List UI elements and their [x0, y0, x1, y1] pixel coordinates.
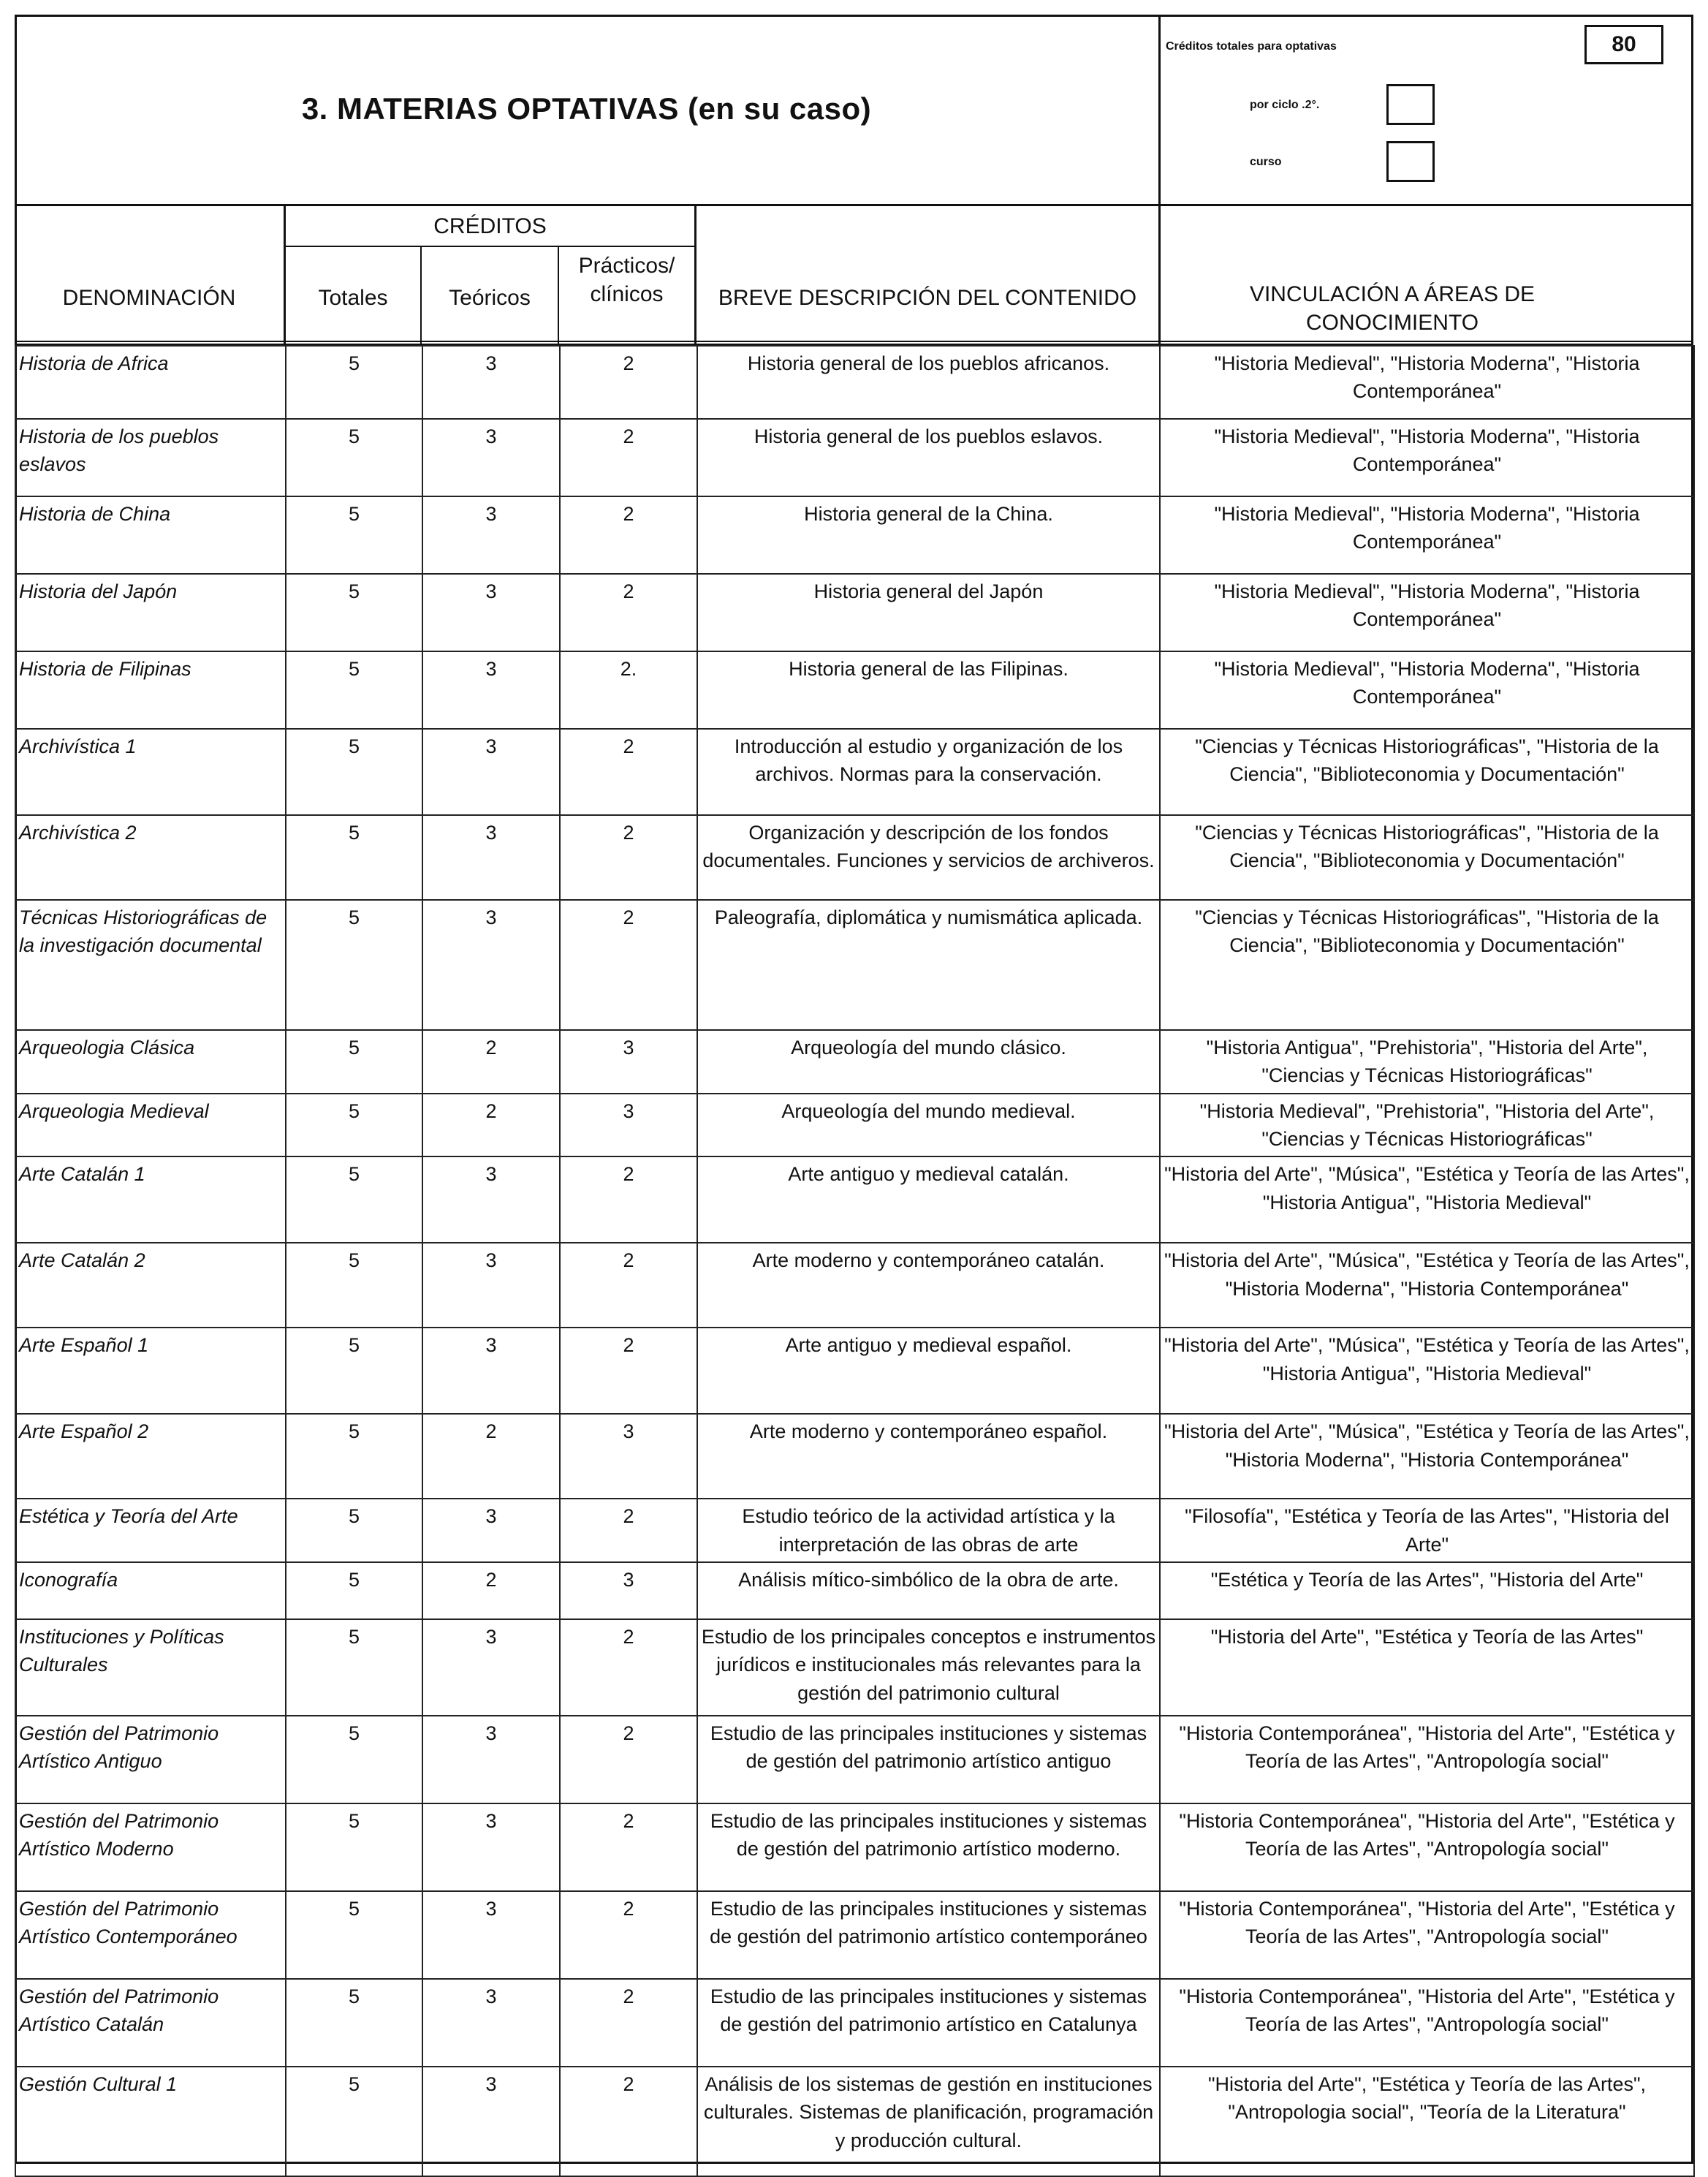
creditos-totales: 5: [286, 1156, 422, 1243]
header-divider: [1158, 15, 1161, 206]
course-name: Historia del Japón: [15, 574, 286, 651]
curso-label: curso: [1250, 156, 1282, 168]
por-ciclo-label: por ciclo .2°.: [1250, 99, 1320, 111]
creditos-totales-label: Créditos totales para optativas: [1166, 40, 1337, 53]
header-creditos: CRÉDITOS: [433, 213, 547, 238]
table-row: [15, 815, 1694, 900]
course-description: Estudio teórico de la actividad artística y la interpretación de las obras de arte: [697, 1499, 1160, 1562]
course-description: Estudio de los principales conceptos e instrumentos jurídicos e institucionales más relevantes para la gestión del patrimonio cultural: [697, 1619, 1160, 1716]
creditos-teoricos: 2: [422, 1030, 560, 1094]
creditos-teoricos: 3: [422, 1156, 560, 1243]
course-description: Análisis de los sistemas de gestión en instituciones culturales. Sistemas de planificación, programación y producción cultural.: [697, 2067, 1160, 2176]
table-row: [15, 1979, 1694, 2067]
table-row: [15, 1891, 1694, 1979]
table-row: [15, 2067, 1694, 2176]
header-denominacion: DENOMINACIÓN: [62, 285, 236, 310]
course-description: Arte moderno y contemporáneo catalán.: [697, 1243, 1160, 1328]
creditos-practicos: 2: [560, 574, 697, 651]
course-areas: "Historia Medieval", "Historia Moderna", "Historia Contemporánea": [1160, 419, 1694, 496]
table-row: [15, 1562, 1694, 1619]
creditos-teoricos: 3: [422, 1803, 560, 1891]
creditos-totales: 5: [286, 1891, 422, 1979]
table-row: [15, 651, 1694, 729]
creditos-practicos: 2: [560, 2067, 697, 2176]
creditos-totales: 5: [286, 1328, 422, 1414]
creditos-teoricos: 3: [422, 419, 560, 496]
creditos-totales: 5: [286, 815, 422, 900]
course-name: Arqueologia Medieval: [15, 1094, 286, 1157]
creditos-totales: 5: [286, 1619, 422, 1716]
creditos-teoricos: 3: [422, 1499, 560, 1562]
creditos-practicos: 2: [560, 815, 697, 900]
header-teoricos: Teóricos: [449, 285, 531, 310]
course-description: Historia general de las Filipinas.: [697, 651, 1160, 729]
creditos-totales: 5: [286, 1414, 422, 1499]
course-areas: "Ciencias y Técnicas Historiográficas", "Historia de la Ciencia", "Biblioteconomia y Documentación": [1160, 729, 1694, 815]
course-areas: "Historia del Arte", "Música", "Estética y Teoría de las Artes", "Historia Antigua", "Historia Medieval": [1160, 1156, 1694, 1243]
course-areas: "Historia Contemporánea", "Historia del Arte", "Estética y Teoría de las Artes", "Antropología social": [1160, 1979, 1694, 2067]
creditos-practicos: 2.: [560, 651, 697, 729]
table-row: [15, 1619, 1694, 1716]
course-name: Estética y Teoría del Arte: [15, 1499, 286, 1562]
course-areas: "Historia Medieval", "Historia Moderna", "Historia Contemporánea": [1160, 574, 1694, 651]
course-name: Historia de China: [15, 496, 286, 574]
course-name: Historia de Africa: [15, 346, 286, 419]
course-name: Técnicas Historiográficas de la investigación documental: [15, 900, 286, 1030]
creditos-teoricos: 3: [422, 1891, 560, 1979]
course-areas: "Ciencias y Técnicas Historiográficas", "Historia de la Ciencia", "Biblioteconomia y Documentación": [1160, 815, 1694, 900]
course-name: Archivística 2: [15, 815, 286, 900]
course-name: Arte Catalán 2: [15, 1243, 286, 1328]
course-areas: "Historia Antigua", "Prehistoria", "Historia del Arte", "Ciencias y Técnicas Historiográficas": [1160, 1030, 1694, 1094]
creditos-totales: 5: [286, 574, 422, 651]
col-divider: [1158, 206, 1161, 345]
column-header: [15, 206, 1693, 345]
course-description: Estudio de las principales instituciones y sistemas de gestión del patrimonio artístico antiguo: [697, 1716, 1160, 1803]
course-description: Organización y descripción de los fondos documentales. Funciones y servicios de archiveros.: [697, 815, 1160, 900]
course-description: Paleografía, diplomática y numismática aplicada.: [697, 900, 1160, 1030]
creditos-practicos: 2: [560, 1716, 697, 1803]
creditos-teoricos: 3: [422, 815, 560, 900]
table-row: [15, 1803, 1694, 1891]
creditos-teoricos: 3: [422, 1716, 560, 1803]
course-areas: "Estética y Teoría de las Artes", "Historia del Arte": [1160, 1562, 1694, 1619]
por-ciclo-box: [1386, 84, 1435, 125]
creditos-practicos: 2: [560, 346, 697, 419]
course-areas: "Ciencias y Técnicas Historiográficas", "Historia de la Ciencia", "Biblioteconomia y Documentación": [1160, 900, 1694, 1030]
course-areas: "Historia del Arte", "Estética y Teoría de las Artes", "Antropologia social", "Teoría de la Literatura": [1160, 2067, 1694, 2176]
course-name: Archivística 1: [15, 729, 286, 815]
course-name: Arte Español 2: [15, 1414, 286, 1499]
creditos-practicos: 2: [560, 1979, 697, 2067]
course-areas: "Filosofía", "Estética y Teoría de las Artes", "Historia del Arte": [1160, 1499, 1694, 1562]
creditos-totales: 5: [286, 651, 422, 729]
creditos-totales: 5: [286, 729, 422, 815]
creditos-practicos: 2: [560, 1803, 697, 1891]
form-header: [15, 15, 1693, 206]
course-description: Estudio de las principales instituciones y sistemas de gestión del patrimonio artístico contemporáneo: [697, 1891, 1160, 1979]
page-title: 3. MATERIAS OPTATIVAS (en su caso): [301, 91, 872, 126]
course-name: Arqueologia Clásica: [15, 1030, 286, 1094]
creditos-practicos: 2: [560, 1499, 697, 1562]
creditos-practicos: 3: [560, 1030, 697, 1094]
course-description: Arte moderno y contemporáneo español.: [697, 1414, 1160, 1499]
creditos-totales: 5: [286, 1979, 422, 2067]
creditos-practicos: 3: [560, 1094, 697, 1157]
creditos-teoricos: 3: [422, 1328, 560, 1414]
table-row: [15, 496, 1694, 574]
creditos-totales-box: 80: [1584, 25, 1663, 64]
creditos-totales: 5: [286, 900, 422, 1030]
creditos-practicos: 3: [560, 1562, 697, 1619]
creditos-teoricos: 3: [422, 496, 560, 574]
course-name: Arte Catalán 1: [15, 1156, 286, 1243]
creditos-teoricos: 3: [422, 1243, 560, 1328]
course-name: Gestión del Patrimonio Artístico Catalán: [15, 1979, 286, 2067]
header-totales: Totales: [318, 285, 388, 310]
course-description: Estudio de las principales instituciones y sistemas de gestión del patrimonio artístico en Catalunya: [697, 1979, 1160, 2067]
course-name: Gestión del Patrimonio Artístico Contemporáneo: [15, 1891, 286, 1979]
course-description: Arqueología del mundo medieval.: [697, 1094, 1160, 1157]
table-row: [15, 1414, 1694, 1499]
table-row: [15, 1094, 1694, 1157]
materias-table-body: [15, 346, 1694, 2176]
curso-box: [1386, 141, 1435, 182]
creditos-teoricos: 3: [422, 651, 560, 729]
course-description: Historia general de los pueblos africanos.: [697, 346, 1160, 419]
course-description: Historia general del Japón: [697, 574, 1160, 651]
creditos-totales: 5: [286, 1030, 422, 1094]
course-name: Historia de Filipinas: [15, 651, 286, 729]
course-name: Iconografía: [15, 1562, 286, 1619]
course-description: Análisis mítico-simbólico de la obra de arte.: [697, 1562, 1160, 1619]
creditos-teoricos: 3: [422, 346, 560, 419]
course-areas: "Historia del Arte", "Música", "Estética y Teoría de las Artes", "Historia Antigua", "Historia Medieval": [1160, 1328, 1694, 1414]
course-description: Historia general de la China.: [697, 496, 1160, 574]
creditos-teoricos: 3: [422, 900, 560, 1030]
course-areas: "Historia Medieval", "Historia Moderna", "Historia Contemporánea": [1160, 346, 1694, 419]
course-name: Arte Español 1: [15, 1328, 286, 1414]
creditos-practicos: 2: [560, 1619, 697, 1716]
creditos-totales: 5: [286, 1094, 422, 1157]
course-description: Arte antiguo y medieval catalán.: [697, 1156, 1160, 1243]
creditos-totales: 5: [286, 1562, 422, 1619]
table-row: [15, 1030, 1694, 1094]
table-row: [15, 419, 1694, 496]
table-row: [15, 574, 1694, 651]
course-description: Arte antiguo y medieval español.: [697, 1328, 1160, 1414]
table-row: [15, 1328, 1694, 1414]
creditos-practicos: 2: [560, 900, 697, 1030]
creditos-practicos: 2: [560, 496, 697, 574]
creditos-teoricos: 3: [422, 729, 560, 815]
creditos-totales: 5: [286, 346, 422, 419]
table-row: [15, 900, 1694, 1030]
header-vinculacion: VINCULACIÓN A ÁREAS DE CONOCIMIENTO: [1249, 282, 1536, 335]
course-description: Historia general de los pueblos eslavos.: [697, 419, 1160, 496]
creditos-totales: 5: [286, 1243, 422, 1328]
creditos-totales: 5: [286, 496, 422, 574]
creditos-teoricos: 3: [422, 2067, 560, 2176]
creditos-practicos: 2: [560, 729, 697, 815]
creditos-practicos: 2: [560, 1328, 697, 1414]
course-name: Instituciones y Políticas Culturales: [15, 1619, 286, 1716]
creditos-totales: 5: [286, 1499, 422, 1562]
course-name: Gestión del Patrimonio Artístico Antiguo: [15, 1716, 286, 1803]
course-areas: "Historia Medieval", "Prehistoria", "Historia del Arte", "Ciencias y Técnicas Historiográficas": [1160, 1094, 1694, 1157]
course-description: Introducción al estudio y organización de los archivos. Normas para la conservación.: [697, 729, 1160, 815]
creditos-teoricos: 2: [422, 1094, 560, 1157]
creditos-practicos: 2: [560, 1156, 697, 1243]
table-row: [15, 729, 1694, 815]
creditos-teoricos: 2: [422, 1562, 560, 1619]
course-name: Gestión Cultural 1: [15, 2067, 286, 2176]
creditos-totales: 5: [286, 1803, 422, 1891]
course-description: Estudio de las principales instituciones y sistemas de gestión del patrimonio artístico moderno.: [697, 1803, 1160, 1891]
course-areas: "Historia Contemporánea", "Historia del Arte", "Estética y Teoría de las Artes", "Antropología social": [1160, 1891, 1694, 1979]
course-areas: "Historia del Arte", "Música", "Estética y Teoría de las Artes", "Historia Moderna", "Historia Contemporánea": [1160, 1414, 1694, 1499]
creditos-teoricos: 2: [422, 1414, 560, 1499]
creditos-totales: 5: [286, 1716, 422, 1803]
course-areas: "Historia Medieval", "Historia Moderna", "Historia Contemporánea": [1160, 651, 1694, 729]
table-row: [15, 1499, 1694, 1562]
creditos-teoricos: 3: [422, 1979, 560, 2067]
creditos-practicos: 3: [560, 1414, 697, 1499]
creditos-practicos: 2: [560, 419, 697, 496]
creditos-practicos: 2: [560, 1243, 697, 1328]
creditos-teoricos: 3: [422, 1619, 560, 1716]
course-name: Gestión del Patrimonio Artístico Moderno: [15, 1803, 286, 1891]
course-name: Historia de los pueblos eslavos: [15, 419, 286, 496]
course-areas: "Historia del Arte", "Música", "Estética y Teoría de las Artes", "Historia Moderna", "Historia Contemporánea": [1160, 1243, 1694, 1328]
table-row: [15, 1243, 1694, 1328]
course-description: Arqueología del mundo clásico.: [697, 1030, 1160, 1094]
table-row: [15, 1156, 1694, 1243]
course-areas: "Historia Medieval", "Historia Moderna", "Historia Contemporánea": [1160, 496, 1694, 574]
table-row: [15, 1716, 1694, 1803]
course-areas: "Historia Contemporánea", "Historia del Arte", "Estética y Teoría de las Artes", "Antropología social": [1160, 1803, 1694, 1891]
creditos-practicos: 2: [560, 1891, 697, 1979]
creditos-teoricos: 3: [422, 574, 560, 651]
header-descripcion: BREVE DESCRIPCIÓN DEL CONTENIDO: [718, 285, 1137, 310]
header-practicos: Prácticos/ clínicos: [578, 254, 675, 306]
course-areas: "Historia del Arte", "Estética y Teoría de las Artes": [1160, 1619, 1694, 1716]
creditos-totales: 5: [286, 2067, 422, 2176]
course-areas: "Historia Contemporánea", "Historia del Arte", "Estética y Teoría de las Artes", "Antropología social": [1160, 1716, 1694, 1803]
materias-table: [15, 345, 1695, 2177]
creditos-totales: 5: [286, 419, 422, 496]
table-row: [15, 346, 1694, 419]
